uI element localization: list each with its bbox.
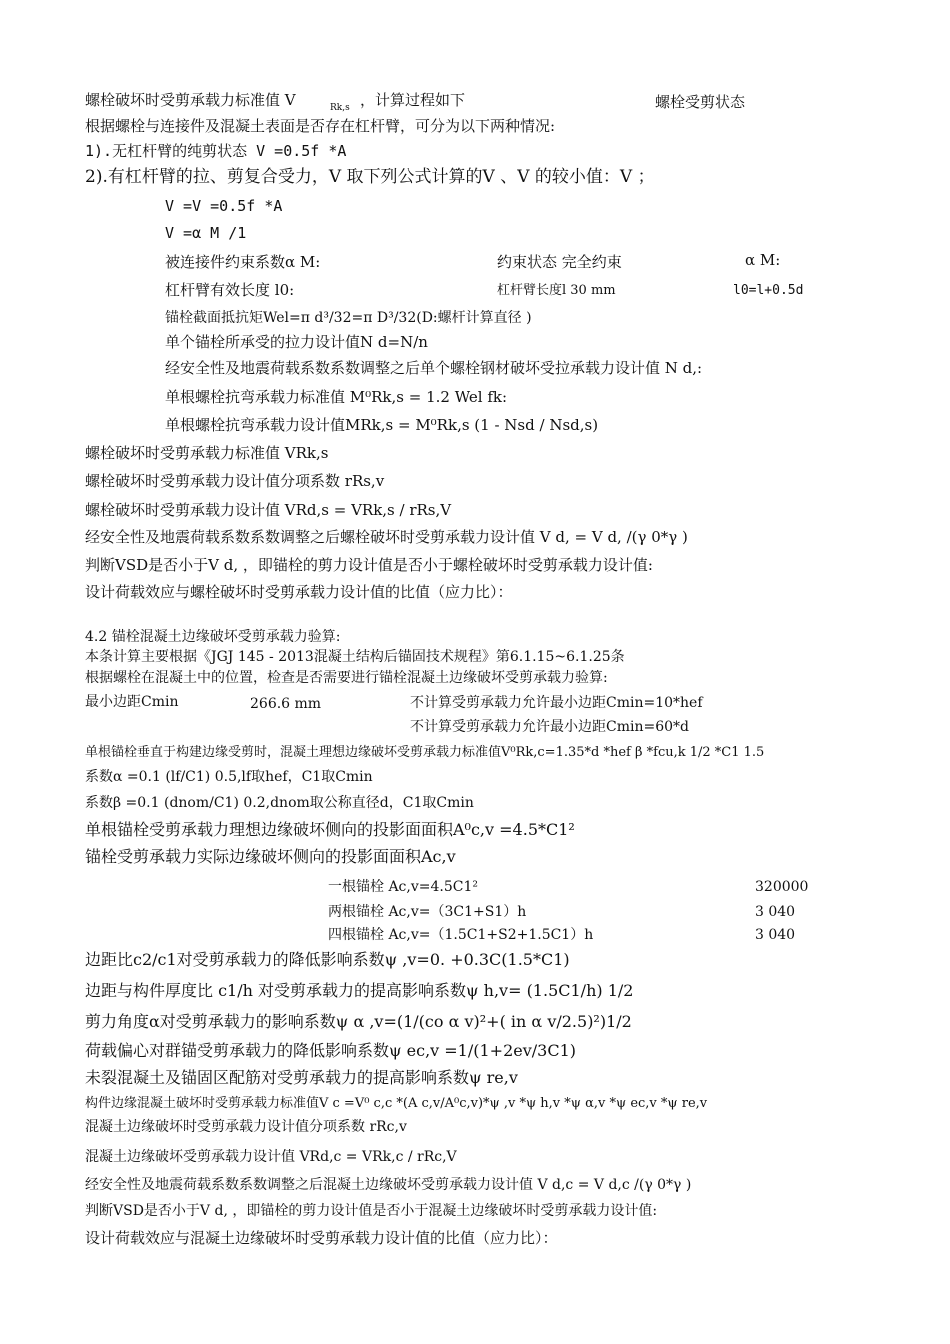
text-subscript-rks: Rk,s — [330, 103, 350, 113]
text-line-check-vsd-concrete: 判断VSD是否小于V d, ，即锚栓的剪力设计值是否小于混凝土边缘破坏时受剪承载力设计值: — [85, 1203, 658, 1219]
text-line-bending-standard: 单根螺栓抗弯承载力标准值 M⁰Rk,s = 1.2 Wel fk: — [165, 388, 508, 406]
text-line-ideal-edge: 单根锚栓垂直于构建边缘受剪时，混凝土理想边缘破坏受剪承载力标准值V⁰Rk,c=1.35*d *hef β *fcu,k 1/2 *C1 1.5 — [85, 745, 765, 760]
text-line-position-check: 根据螺栓在混凝土中的位置，检查是否需要进行锚栓混凝土边缘破坏受剪承载力验算: — [85, 670, 608, 686]
text-line-cmin-10hef: 不计算受剪承载力允许最小边距Cmin=10*hef — [410, 695, 703, 711]
text-line-process: ，计算过程如下 — [360, 91, 466, 109]
text-line-lever-length: 杠杆臂长度l 30 mm — [497, 283, 616, 298]
text-line-lever-intro: 根据螺栓与连接件及混凝土表面是否存在杠杆臂，可分为以下两种情况: — [85, 117, 556, 135]
text-line-psi-alpha: 剪力角度α对受剪承载力的影响系数ψ α ,v=(1/(co α v)²+( in α v/2.5)²)1/2 — [85, 1012, 632, 1031]
text-line-two-anchor-value: 3 040 — [755, 904, 796, 920]
text-line-actual-area: 锚栓受剪承载力实际边缘破坏侧向的投影面面积Ac,v — [85, 847, 456, 866]
text-line-vrkc: 构件边缘混凝土破坏时受剪承载力标准值V c =V⁰ c,c *(A c,v/A⁰c,v)*ψ ,v *ψ h,v *ψ α,v *ψ ec,v *ψ re,v — [85, 1096, 708, 1111]
text-line-psi-h: 边距与构件厚度比 c1/h 对受剪承载力的提高影响系数ψ h,v= (1.5C1/h) 1/2 — [85, 981, 634, 1000]
text-line-one-anchor-value: 320000 — [755, 879, 809, 895]
text-line-alpha-m: α M: — [745, 251, 781, 269]
text-line-one-anchor: 一根锚栓 Ac,v=4.5C1² — [328, 879, 478, 895]
text-line-code-basis: 本条计算主要根据《JGJ 145 - 2013混凝土结构后锚固技术规程》第6.1.15~6.1.25条 — [85, 649, 625, 665]
text-line-stress-ratio: 设计荷载效应与螺栓破坏时受剪承载力设计值的比值（应力比）： — [85, 583, 513, 601]
text-line-effective-length: 杠杆臂有效长度 l0: — [165, 281, 295, 299]
text-line-two-anchor: 两根锚栓 Ac,v=（3C1+S1）h — [328, 904, 527, 920]
text-line-beta-coef: 系数β =0.1 (dnom/C1) 0.2,dnom取公称直径d，C1取Cmin — [85, 795, 474, 811]
text-line-constraint-coef: 被连接件约束系数α M: — [165, 253, 321, 271]
text-line-psi-s: 边距比c2/c1对受剪承载力的降低影响系数ψ ,v=0. +0.3C(1.5*C1) — [85, 950, 570, 969]
text-line-vrks: 螺栓破坏时受剪承载力标准值 VRk,s — [85, 444, 329, 462]
text-line-adjusted-tension: 经安全性及地震荷载系数系数调整之后单个螺栓钢材破坏受拉承载力设计值 N d,: — [165, 359, 703, 377]
text-line-cmin-label: 最小边距Cmin — [85, 694, 179, 710]
text-line-check-vsd: 判断VSD是否小于V d, ，即锚栓的剪力设计值是否小于螺栓破坏时受剪承载力设计值: — [85, 556, 653, 574]
text-line-adjusted-shear: 经安全性及地震荷载系数系数调整之后螺栓破坏时受剪承载力设计值 V d, = V d, /(γ 0*γ ) — [85, 528, 688, 546]
text-line-psi-re: 未裂混凝土及锚固区配筋对受剪承载力的提高影响系数ψ re,v — [85, 1068, 518, 1087]
text-line-tension-design: 单个锚栓所承受的拉力设计值N d=N/n — [165, 333, 428, 351]
text-line-four-anchor: 四根锚栓 Ac,v=（1.5C1+S2+1.5C1）h — [328, 927, 594, 943]
formula-l0: l0=l+0.5d — [733, 283, 804, 298]
text-line-stress-ratio-concrete: 设计荷载效应与混凝土边缘破坏时受剪承载力设计值的比值（应力比）： — [85, 1229, 558, 1247]
text-line-psi-ec: 荷载偏心对群锚受剪承载力的降低影响系数ψ ec,v =1/(1+2ev/3C1) — [85, 1041, 577, 1060]
text-line-constraint-state: 约束状态 完全约束 — [497, 253, 622, 271]
text-line-concrete-partial: 混凝土边缘破坏时受剪承载力设计值分项系数 rRc,v — [85, 1119, 407, 1135]
text-line-cmin-value: 266.6 mm — [250, 696, 322, 712]
text-line-section-modulus: 锚栓截面抵抗矩Wel=π d³/32=π D³/32(D:螺杆计算直径 ) — [165, 310, 532, 326]
text-line-cmin-60d: 不计算受剪承载力允许最小边距Cmin=60*d — [410, 719, 689, 735]
text-line-four-anchor-value: 3 040 — [755, 927, 796, 943]
text-line-ideal-area: 单根锚栓受剪承载力理想边缘破坏侧向的投影面面积A⁰c,v =4.5*C1² — [85, 820, 575, 839]
text-line-combined: 2).有杠杆臂的拉、剪复合受力，V 取下列公式计算的V 、V 的较小值：V ； — [85, 167, 655, 187]
text-line-pure-shear: 1).无杠杆臂的纯剪状态 V =0.5f *A — [85, 142, 347, 160]
formula-v1: V =V =0.5f *A — [165, 197, 283, 215]
section-heading-4-2: 4.2 锚栓混凝土边缘破坏受剪承载力验算: — [85, 629, 341, 645]
text-line-bending-design: 单根螺栓抗弯承载力设计值MRk,s = M⁰Rk,s (1 - Nsd / Nsd,s) — [165, 416, 599, 434]
text-line-title-vrks: 螺栓破坏时受剪承载力标准值 V — [85, 91, 296, 109]
text-line-alpha-coef: 系数α =0.1 (lf/C1) 0.5,lf取hef，C1取Cmin — [85, 769, 373, 785]
text-line-adjusted-concrete: 经安全性及地震荷载系数系数调整之后混凝土边缘破坏受剪承载力设计值 V d,c = V d,c /(γ 0*γ ) — [85, 1177, 692, 1193]
text-line-vrdc: 混凝土边缘破坏受剪承载力设计值 VRd,c = VRk,c / rRc,V — [85, 1149, 457, 1165]
formula-v2: V =α M /1 — [165, 224, 247, 242]
text-line-shear-state: 螺栓受剪状态 — [655, 93, 746, 111]
text-line-vrds: 螺栓破坏时受剪承载力设计值 VRd,s = VRk,s / rRs,V — [85, 501, 452, 519]
text-line-partial-factor: 螺栓破坏时受剪承载力设计值分项系数 rRs,v — [85, 472, 385, 490]
